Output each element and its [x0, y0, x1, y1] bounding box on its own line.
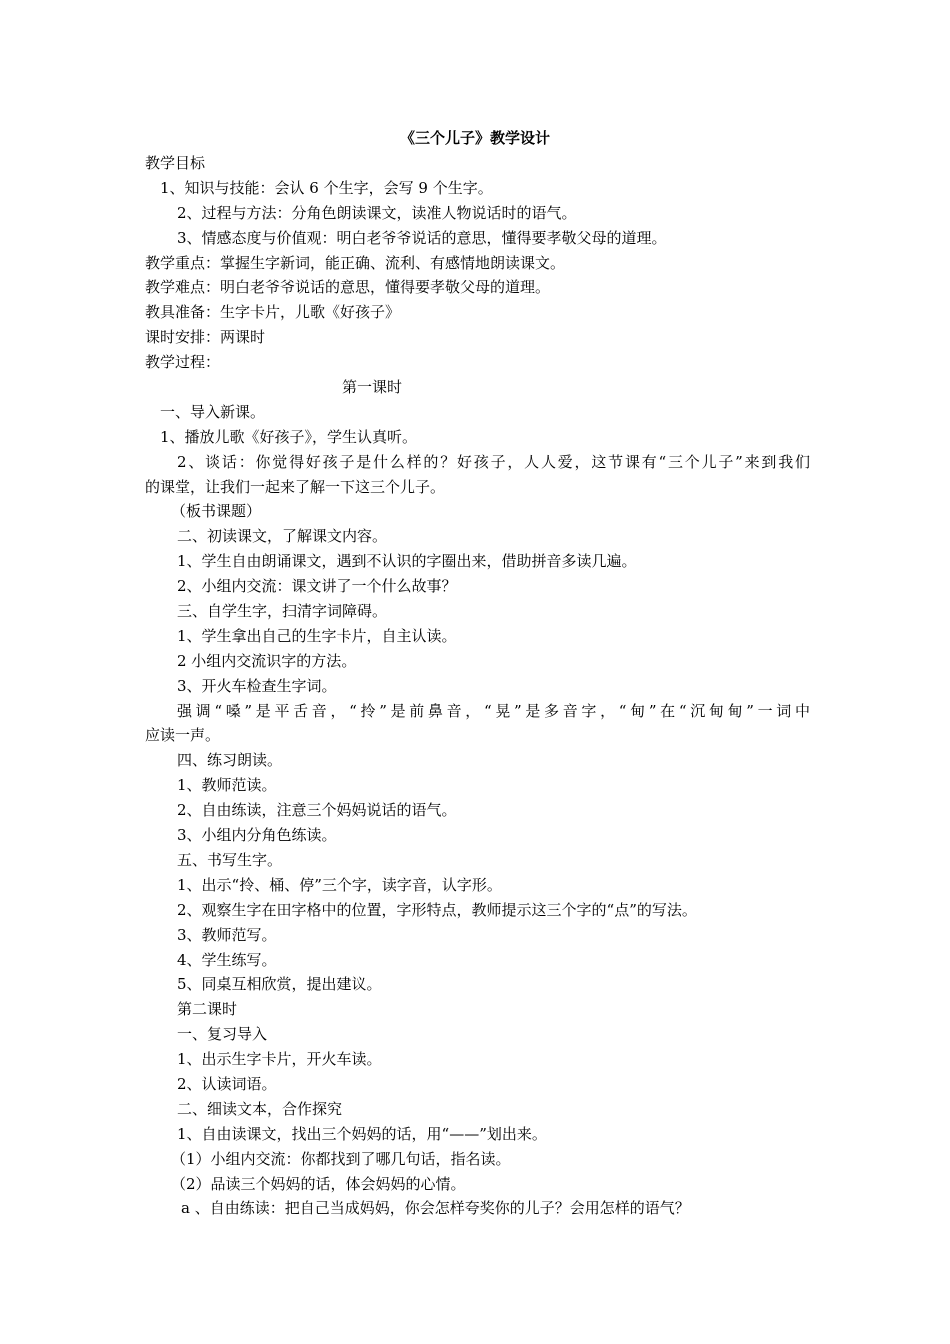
document-title: 《三个儿子》教学设计	[399, 129, 550, 147]
text-line: 三、自学生字，扫清字词障碍。	[177, 602, 388, 621]
text-line: 2 小组内交流识字的方法。	[177, 651, 357, 670]
text-line: 3、情感态度与价值观：明白老爷爷说话的意思，懂得要孝敬父母的道理。	[177, 228, 667, 247]
text-line: 5、同桌互相欣赏，提出建议。	[177, 975, 382, 994]
text-line: 五、书写生字。	[177, 850, 283, 869]
text-line: 1、出示生字卡片，开火车读。	[177, 1050, 382, 1069]
text-line: 2、谈话：你觉得好孩子是什么样的？好孩子，人人爱，这节课有“三个儿子”来到我们	[177, 452, 810, 471]
text-line: 强调“嗓”是平舌音，“拎”是前鼻音，“晃”是多音字，“甸”在“沉甸甸”一词中	[177, 701, 810, 720]
text-line: 教学过程：	[145, 353, 221, 372]
text-line: （1）小组内交流：你都找到了哪几句话，指名读。	[171, 1149, 511, 1168]
text-line: 2、观察生字在田字格中的位置，字形特点，教师提示这三个字的“点”的写法。	[177, 900, 697, 919]
text-line: 第二课时	[177, 1000, 238, 1019]
text-line: 2、认读词语。	[177, 1074, 277, 1093]
text-line: 四、练习朗读。	[177, 751, 283, 770]
text-line: 的课堂，让我们一起来了解一下这三个儿子。	[145, 477, 446, 496]
text-line: 1、学生拿出自己的生字卡片，自主认读。	[177, 626, 457, 645]
text-line: 1、学生自由朗诵课文，遇到不认识的字圈出来，借助拼音多读几遍。	[177, 552, 637, 571]
text-line: 2、自由练读，注意三个妈妈说话的语气。	[177, 801, 457, 820]
text-line: 2、过程与方法：分角色朗读课文，读准人物说话时的语气。	[177, 203, 577, 222]
text-line: 教学难点：明白老爷爷说话的意思，懂得要孝敬父母的道理。	[145, 278, 551, 297]
text-line: 教具准备：生字卡片，儿歌《好孩子》	[145, 303, 401, 322]
text-line: 教学目标	[145, 154, 206, 172]
text-line: 3、教师范写。	[177, 925, 277, 944]
text-line: 3、开火车检查生字词。	[177, 676, 337, 695]
text-line: 课时安排：两课时	[145, 328, 266, 347]
text-line: 一、导入新课。	[160, 402, 266, 421]
text-line: （板书课题）	[171, 502, 262, 521]
text-line: 3、小组内分角色练读。	[177, 826, 337, 845]
text-line: 应读一声。	[145, 726, 221, 745]
text-line: a 、自由练读：把自己当成妈妈，你会怎样夸奖你的儿子？会用怎样的语气？	[181, 1199, 690, 1218]
text-line: 第一课时	[342, 378, 403, 397]
text-line: （2）品读三个妈妈的话，体会妈妈的心情。	[171, 1174, 466, 1193]
text-line: 1、知识与技能：会认 6 个生字，会写 9 个生字。	[160, 178, 493, 197]
text-line: 教学重点：掌握生字新词，能正确、流利、有感情地朗读课文。	[145, 253, 566, 272]
text-line: 1、自由读课文，找出三个妈妈的话，用“——”划出来。	[177, 1124, 547, 1143]
text-line: 1、出示“拎、桶、停”三个字，读字音，认字形。	[177, 875, 502, 894]
text-line: 一、复习导入	[177, 1025, 268, 1044]
text-line: 1、教师范读。	[177, 776, 277, 795]
document-body	[145, 151, 810, 1221]
text-line: 2、小组内交流：课文讲了一个什么故事？	[177, 577, 457, 596]
text-line: 1、播放儿歌《好孩子》，学生认真听。	[160, 427, 418, 446]
text-line: 二、初读课文，了解课文内容。	[177, 527, 388, 546]
text-line: 二、细读文本，合作探究	[177, 1099, 343, 1118]
text-line: 4、学生练写。	[177, 950, 277, 969]
